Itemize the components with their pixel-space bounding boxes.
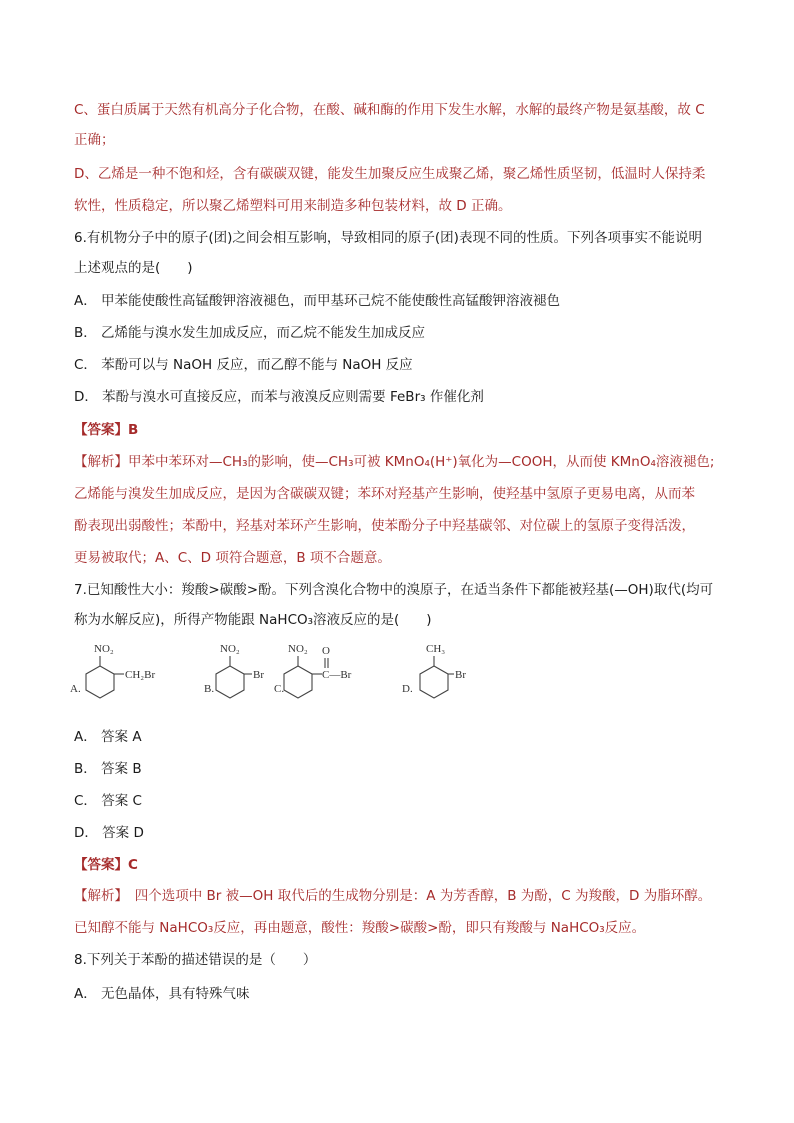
structure-c xyxy=(274,643,352,698)
structure-c-top: NO₂ xyxy=(288,643,308,655)
question-6-analysis: 【解析】甲苯中苯环对—CH₃的影响，使—CH₃可被 KMnO₄(H⁺)氧化为—COOH，从而使 KMnO₄溶液褪色; xyxy=(74,454,715,470)
structure-b-top: NO₂ xyxy=(220,643,240,655)
question-6-option-b: B． 乙烯能与溴水发生加成反应，而乙烷不能发生加成反应 xyxy=(74,325,426,341)
question-6-option-a: A． 甲苯能使酸性高锰酸钾溶液褪色，而甲基环己烷不能使酸性高锰酸钾溶液褪色 xyxy=(74,293,561,309)
question-7-analysis-cont: 已知醇不能与 NaHCO₃反应，再由题意，酸性：羧酸>碳酸>酚，即只有羧酸与 NaHCO₃反应。 xyxy=(74,920,646,936)
structure-c-oxygen: O xyxy=(322,645,330,657)
option-c-explanation: C、蛋白质属于天然有机高分子化合物，在酸、碱和酶的作用下发生水解，水解的最终产物是氨基酸，故 C xyxy=(74,102,705,118)
question-6-analysis-cont2: 酚表现出弱酸性；苯酚中，羟基对苯环产生影响，使苯酚分子中羟基碳邻、对位碳上的氢原子变得活泼， xyxy=(74,518,695,534)
structure-a-label: A. xyxy=(70,683,81,695)
question-7-option-d: D． 答案 D xyxy=(74,825,144,841)
question-7-structures xyxy=(70,640,490,720)
question-6-answer: 【答案】B xyxy=(74,422,139,438)
structure-d xyxy=(402,643,466,698)
question-7-option-b: B． 答案 B xyxy=(74,761,142,777)
question-6-analysis-cont1: 乙烯能与溴发生加成反应，是因为含碳碳双键；苯环对羟基产生影响，使羟基中氢原子更易电离，从而苯 xyxy=(74,486,695,502)
option-d-explanation: D、乙烯是一种不饱和烃，含有碳碳双键，能发生加聚反应生成聚乙烯，聚乙烯性质坚韧，低温时人保持柔 xyxy=(74,166,706,182)
structure-a-top: NO₂ xyxy=(94,643,114,655)
structure-c-label: C. xyxy=(274,683,285,695)
option-c-explanation-cont: 正确； xyxy=(74,132,115,148)
structure-d-top: CH₃ xyxy=(426,643,446,655)
question-8-stem: 8.下列关于苯酚的描述错误的是（ ） xyxy=(74,952,317,968)
structure-d-side: Br xyxy=(455,669,466,681)
option-d-explanation-cont: 软性，性质稳定，所以聚乙烯塑料可用来制造多种包装材料，故 D 正确。 xyxy=(74,198,512,214)
question-6-stem-cont: 上述观点的是( ) xyxy=(74,260,193,276)
question-6-option-c: C． 苯酚可以与 NaOH 反应，而乙醇不能与 NaOH 反应 xyxy=(74,357,413,373)
question-6-option-d: D． 苯酚与溴水可直接反应，而苯与液溴反应则需要 FeBr₃ 作催化剂 xyxy=(74,389,484,405)
question-7-answer: 【答案】C xyxy=(74,857,138,873)
question-7-option-c: C． 答案 C xyxy=(74,793,142,809)
structure-c-side: C—Br xyxy=(322,669,352,681)
structure-a-side: CH₂Br xyxy=(125,669,156,681)
question-8-option-a: A． 无色晶体，具有特殊气味 xyxy=(74,986,250,1002)
structure-d-label: D. xyxy=(402,683,413,695)
structure-b-label: B. xyxy=(204,683,215,695)
structure-a xyxy=(70,643,155,698)
question-7-stem: 7.已知酸性大小：羧酸>碳酸>酚。下列含溴化合物中的溴原子，在适当条件下都能被羟基(—OH)取代(均可 xyxy=(74,582,714,598)
structure-b-side: Br xyxy=(253,669,264,681)
structure-b xyxy=(204,643,264,698)
question-7-analysis: 【解析】 四个选项中 Br 被—OH 取代后的生成物分别是：A 为芳香醇，B 为酚，C 为羧酸，D 为脂环醇。 xyxy=(74,888,712,904)
question-6-stem: 6.有机物分子中的原子(团)之间会相互影响，导致相同的原子(团)表现不同的性质。下列各项事实不能说明 xyxy=(74,230,702,246)
question-6-analysis-cont3: 更易被取代；A、C、D 项符合题意，B 项不合题意。 xyxy=(74,550,391,566)
structure-figure xyxy=(70,640,490,720)
question-7-stem-cont: 称为水解反应)，所得产物能跟 NaHCO₃溶液反应的是( ) xyxy=(74,612,432,628)
question-7-option-a: A． 答案 A xyxy=(74,729,142,745)
